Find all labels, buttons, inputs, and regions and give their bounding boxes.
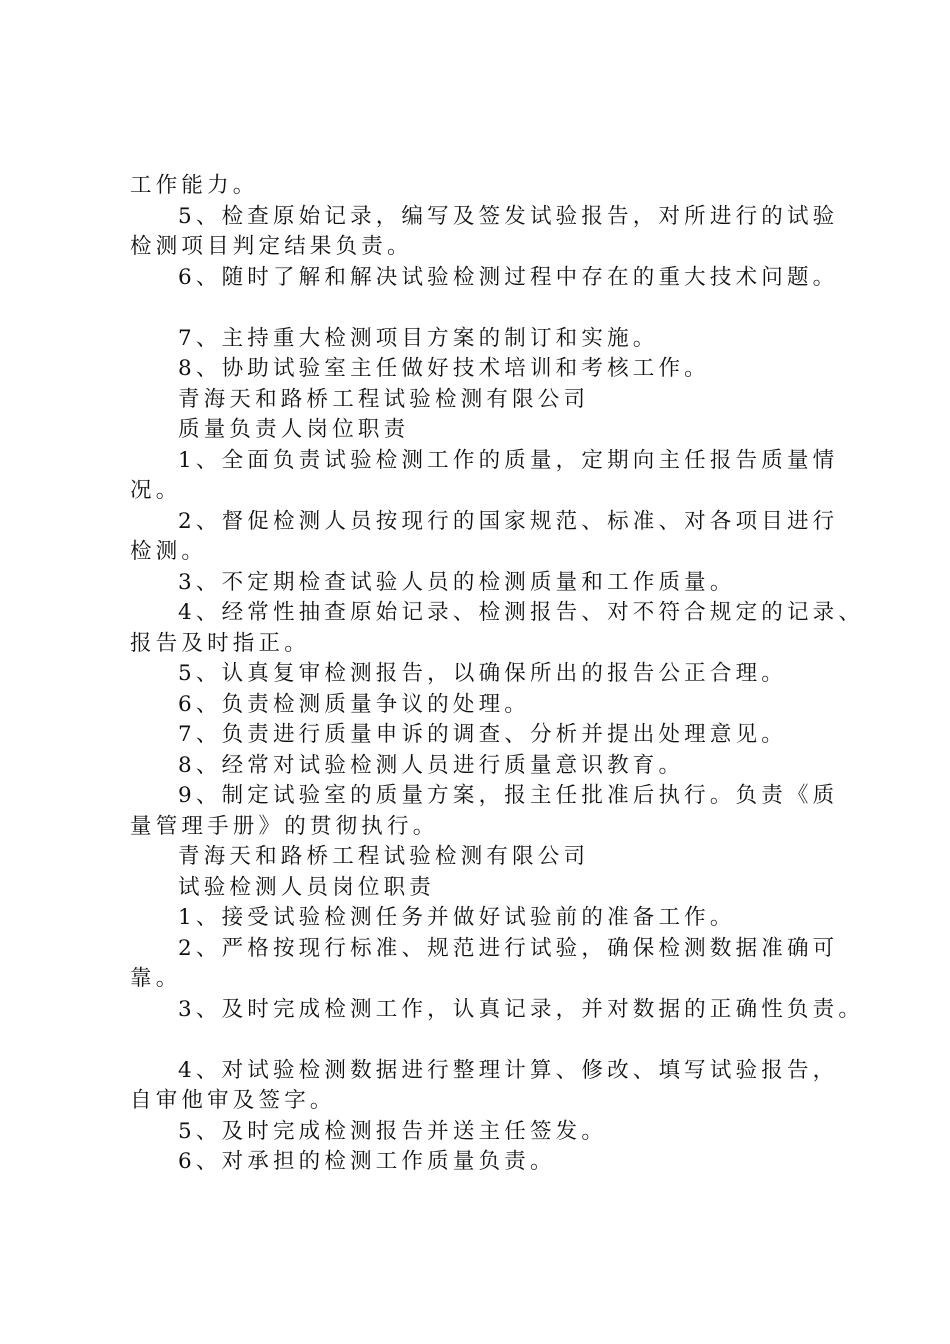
list-item: 4、经常性抽查原始记录、检测报告、对不符合规定的记录、 <box>178 600 865 625</box>
list-item: 6、随时了解和解决试验检测过程中存在的重大技术问题。 <box>178 264 839 290</box>
list-item: 4、对试验检测数据进行整理计算、修改、填写试验报告， <box>178 1057 839 1083</box>
text-line: 况。 <box>130 478 182 503</box>
list-item: 1、接受试验检测任务并做好试验前的准备工作。 <box>178 905 736 930</box>
list-item: 6、负责检测质量争议的处理。 <box>178 691 530 717</box>
list-item: 8、协助试验室主任做好技术培训和考核工作。 <box>178 356 710 381</box>
list-item: 8、经常对试验检测人员进行质量意识教育。 <box>178 752 685 778</box>
list-item: 5、检查原始记录，编写及签发试验报告，对所进行的试验 <box>178 203 839 229</box>
section-title: 试验检测人员岗位职责 <box>178 874 436 900</box>
text-line: 检测。 <box>130 539 208 564</box>
list-item: 2、严格按现行标准、规范进行试验，确保检测数据准确可 <box>178 935 839 961</box>
blank-line <box>130 1025 850 1056</box>
text-line: 靠。 <box>130 966 182 991</box>
list-item: 7、负责进行质量申诉的调查、分析并提出处理意见。 <box>178 722 787 747</box>
section-title: 质量负责人岗位职责 <box>178 417 410 442</box>
list-item: 7、主持重大检测项目方案的制订和实施。 <box>178 325 659 351</box>
list-item: 5、及时完成检测报告并送主任签发。 <box>178 1118 608 1144</box>
text-line: 检测项目判定结果负责。 <box>130 234 413 259</box>
list-item: 3、及时完成检测工作，认真记录，并对数据的正确性负责。 <box>178 996 865 1022</box>
text-line: 自审他审及签字。 <box>130 1088 336 1113</box>
text-line: 报告及时指正。 <box>130 630 310 656</box>
blank-line <box>130 293 850 324</box>
list-item: 6、对承担的检测工作质量负责。 <box>178 1149 556 1174</box>
company-name: 青海天和路桥工程试验检测有限公司 <box>178 844 590 869</box>
text-line: 工作能力。 <box>130 173 259 198</box>
list-item: 5、认真复审检测报告，以确保所出的报告公正合理。 <box>178 661 787 686</box>
list-item: 1、全面负责试验检测工作的质量，定期向主任报告质量情 <box>178 447 839 473</box>
text-line: 量管理手册》的贯彻执行。 <box>130 813 439 839</box>
list-item: 2、督促检测人员按现行的国家规范、标准、对各项目进行 <box>178 508 839 534</box>
company-name: 青海天和路桥工程试验检测有限公司 <box>178 386 590 412</box>
list-item: 9、制定试验室的质量方案，报主任批准后执行。负责《质 <box>178 783 839 808</box>
list-item: 3、不定期检查试验人员的检测质量和工作质量。 <box>178 569 736 595</box>
